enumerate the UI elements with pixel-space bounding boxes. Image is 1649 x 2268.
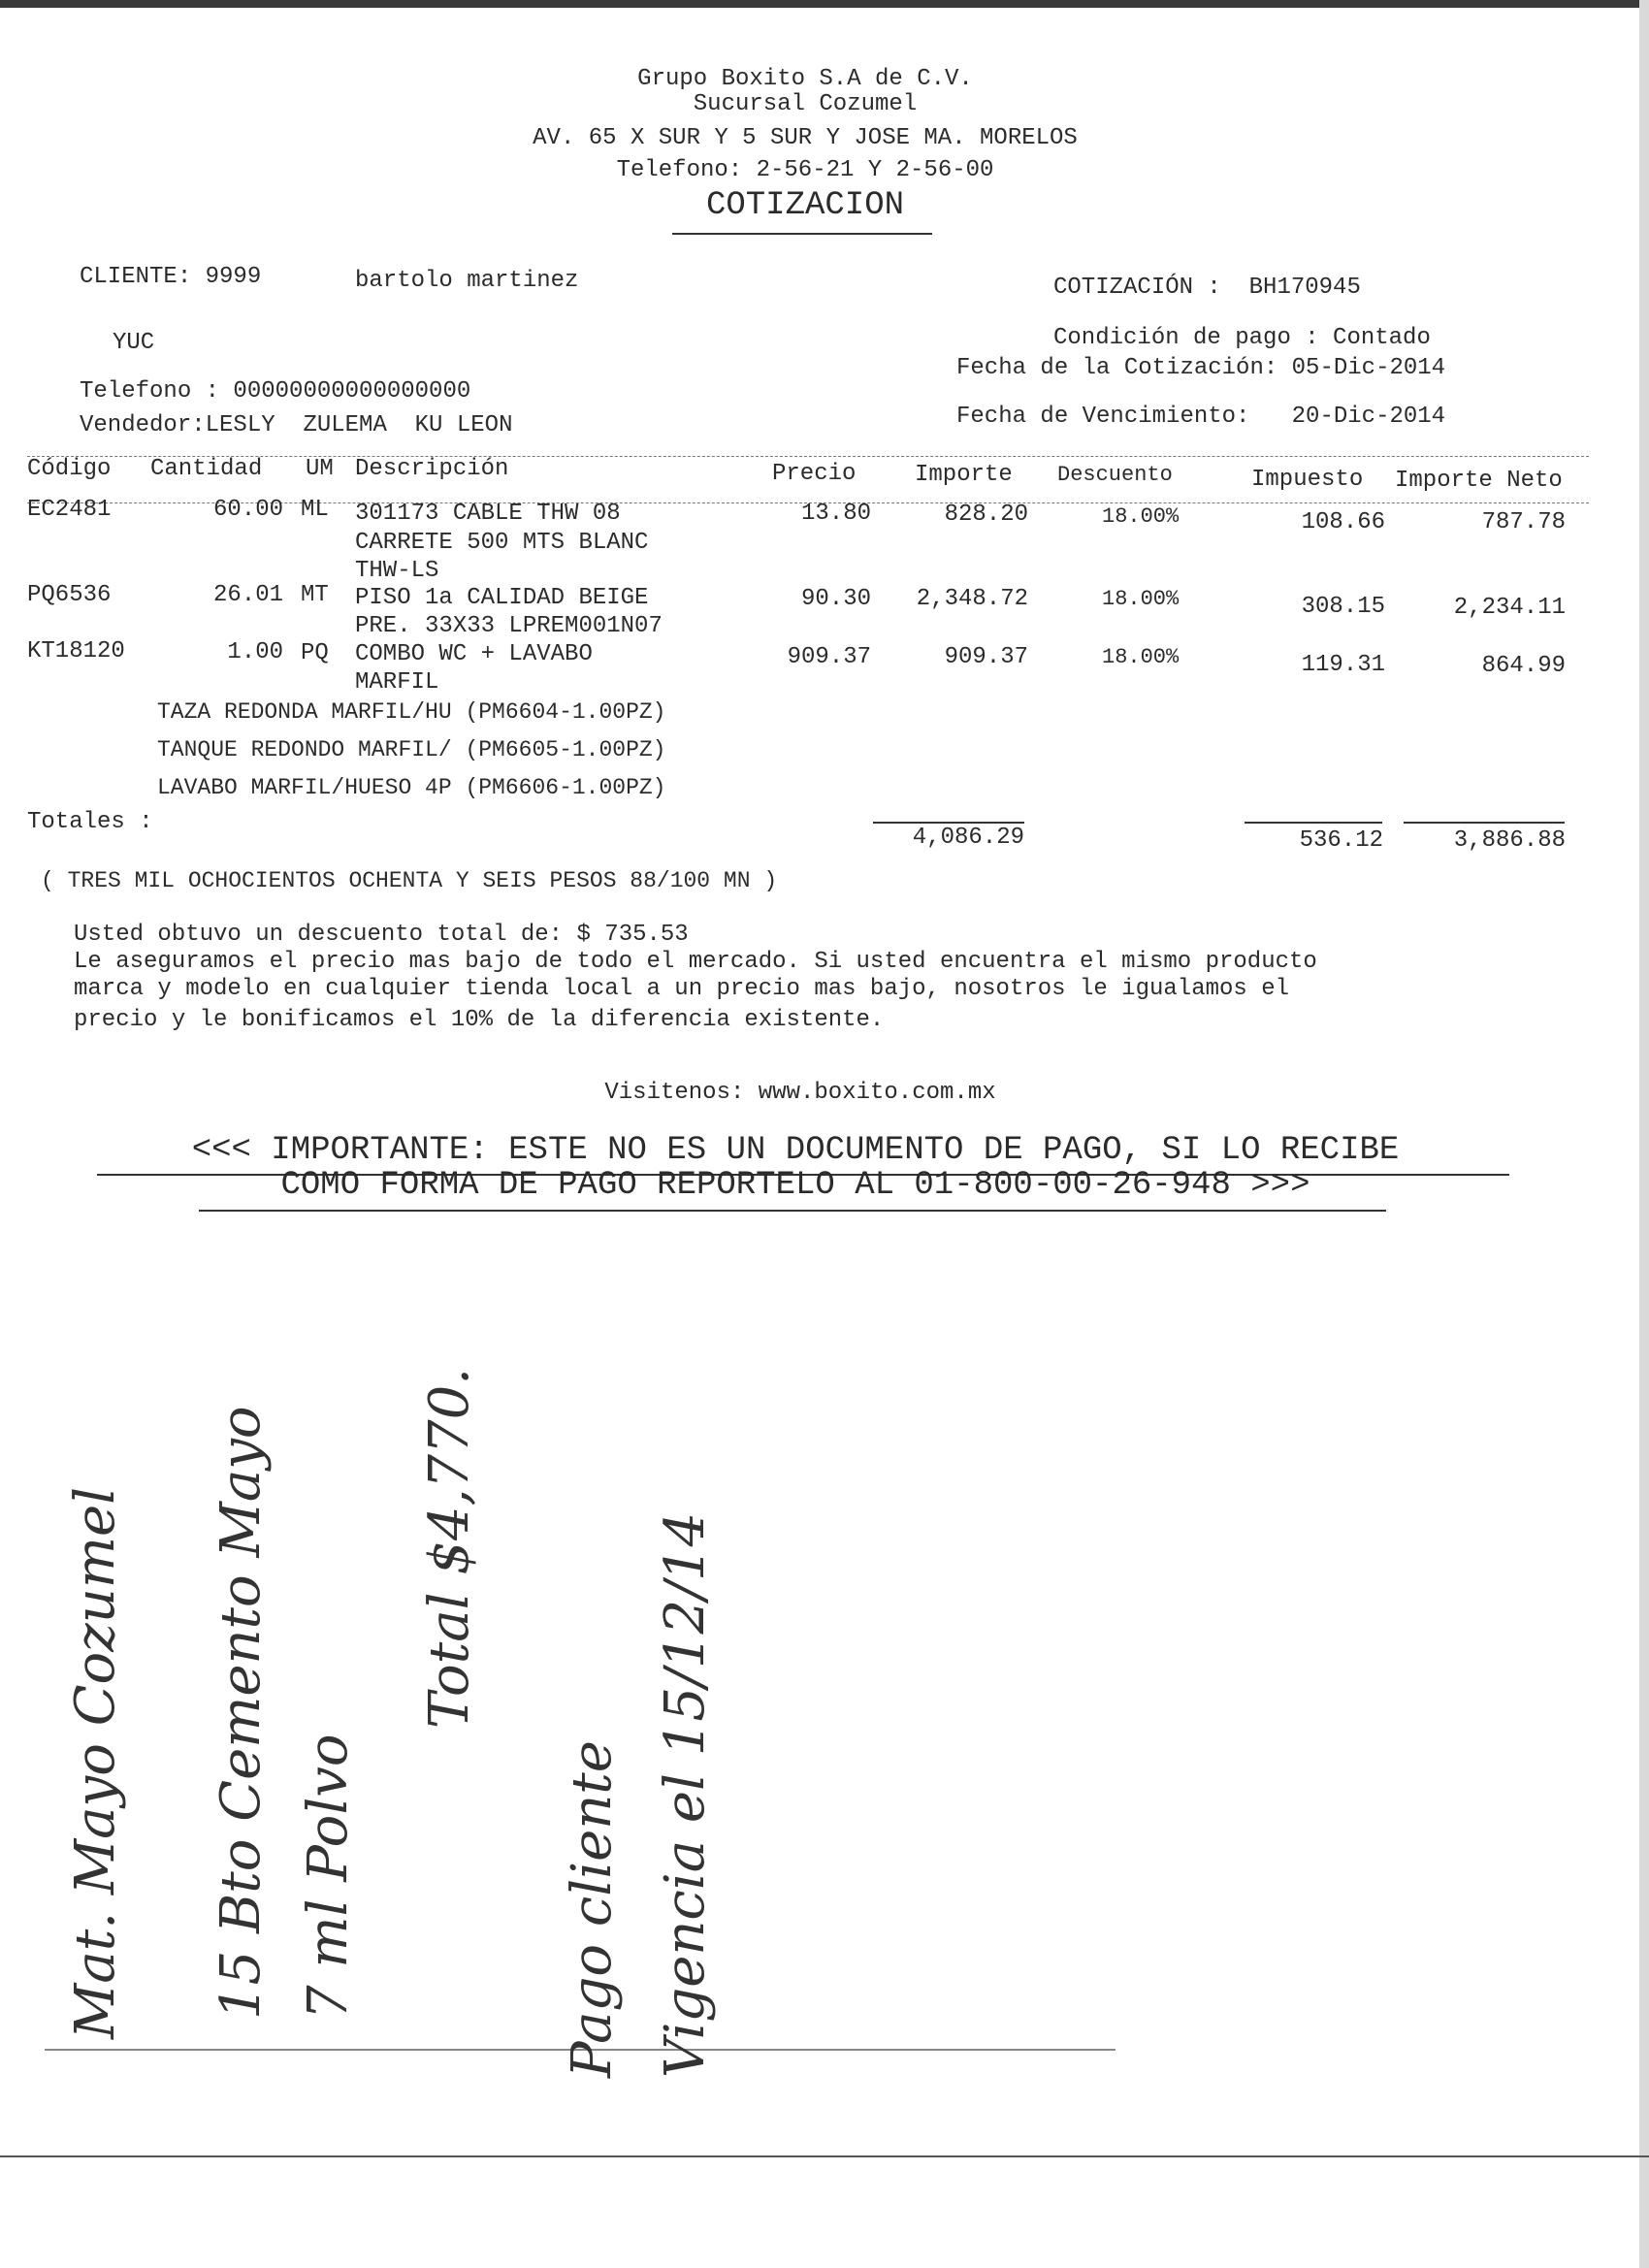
row-net: 787.78 [1481, 509, 1566, 535]
row-price: 909.37 [787, 644, 871, 670]
client-state: YUC [113, 330, 155, 356]
total-tax: 536.12 [1299, 827, 1383, 854]
total-amount: 4,086.29 [912, 825, 1024, 851]
amount-in-words: ( TRES MIL OCHOCIENTOS OCHENTA Y SEIS PESOS 88/100 MN ) [41, 868, 778, 893]
row-desc-line1: COMBO WC + LAVABO [355, 641, 593, 667]
row-desc-line2: MARFIL [355, 669, 439, 696]
company-name: Grupo Boxito S.A de C.V. [637, 66, 973, 92]
document-title: COTIZACION [705, 187, 905, 224]
col-tax-header: Impuesto [1251, 467, 1364, 493]
row-qty: 1.00 [227, 639, 283, 665]
row-tax: 108.66 [1301, 509, 1385, 535]
important-notice-line2: COMO FORMA DE PAGO REPORTELO AL 01-800-00-26-948 >>> [280, 1167, 1310, 1204]
row-desc-line2: CARRETE 500 MTS BLANC [355, 530, 649, 556]
row-code: KT18120 [27, 638, 125, 664]
quote-due-date: Fecha de Vencimiento: 20-Dic-2014 [956, 404, 1446, 430]
col-price-header: Precio [772, 461, 857, 487]
price-guarantee-line: marca y modelo en cualquier tienda local a un precio mas bajo, nosotros le igualamos el [74, 976, 1290, 1002]
row-tax: 308.15 [1301, 594, 1385, 620]
row-discount: 18.00% [1102, 504, 1180, 529]
total-tax-rule [1245, 822, 1382, 824]
handwritten-line: 15 Bto Cemento Mayo [210, 1406, 273, 2020]
row-amount: 2,348.72 [916, 586, 1028, 612]
component-line: TANQUE REDONDO MARFIL/ (PM6605-1.00PZ) [157, 737, 666, 762]
scan-top-edge [0, 0, 1649, 8]
price-guarantee-line: precio y le bonificamos el 10% de la diferencia existente. [74, 1007, 885, 1033]
scan-right-edge [1639, 0, 1649, 2268]
col-desc-header: Descripción [355, 456, 509, 482]
col-um-header: UM [306, 456, 334, 482]
client-name: bartolo martinez [355, 268, 579, 294]
discount-note: Usted obtuvo un descuento total de: $ 735.53 [74, 922, 689, 948]
company-address: AV. 65 X SUR Y 5 SUR Y JOSE MA. MORELOS [533, 125, 1078, 151]
col-net-header: Importe Neto [1395, 468, 1563, 494]
row-price: 90.30 [800, 586, 871, 612]
handwritten-note-slip [45, 1224, 1116, 2078]
row-price: 13.80 [800, 501, 871, 527]
row-qty: 26.01 [212, 582, 283, 608]
row-discount: 18.00% [1102, 645, 1180, 669]
quote-date: Fecha de la Cotización: 05-Dic-2014 [956, 355, 1446, 381]
row-desc-line2: PRE. 33X33 LPREM001N07 [355, 613, 663, 639]
row-desc-line1: 301173 CABLE THW 08 [355, 501, 621, 527]
component-line: TAZA REDONDA MARFIL/HU (PM6604-1.00PZ) [157, 699, 666, 725]
row-desc-line1: PISO 1a CALIDAD BEIGE [355, 585, 649, 611]
row-amount: 909.37 [944, 644, 1028, 670]
total-amount-rule [873, 822, 1024, 824]
row-code: EC2481 [27, 497, 112, 523]
row-net: 864.99 [1481, 653, 1566, 679]
handwritten-line: Mat. Mayo Cozumel [64, 1487, 127, 2039]
handwritten-line: 7 ml Polvo [297, 1733, 360, 2020]
handwritten-line: Total $4,770. [418, 1367, 481, 1729]
row-um: ML [301, 497, 329, 523]
important-underline2 [199, 1210, 1386, 1212]
payment-condition: Condición de pago : Contado [1053, 325, 1431, 351]
row-tax: 119.31 [1301, 652, 1385, 678]
handwritten-line: Pago cliente [561, 1740, 624, 2078]
scan-bottom-edge [0, 2155, 1649, 2157]
col-qty-header: Cantidad [150, 456, 263, 482]
col-code-header: Código [27, 456, 112, 482]
row-net: 2,234.11 [1453, 595, 1566, 621]
col-discount-header: Descuento [1057, 463, 1173, 487]
client-id: CLIENTE: 9999 [80, 264, 262, 290]
row-um: MT [301, 582, 329, 608]
handwritten-line: Vigencia el 15/12/14 [654, 1511, 717, 2078]
row-amount: 828.20 [944, 502, 1028, 528]
website-line: Visitenos: www.boxito.com.mx [604, 1080, 996, 1106]
total-net: 3,886.88 [1453, 827, 1566, 854]
row-discount: 18.00% [1102, 587, 1180, 611]
company-phone: Telefono: 2-56-21 Y 2-56-00 [616, 157, 994, 183]
branch-name: Sucursal Cozumel [693, 91, 918, 117]
important-notice-line1: <<< IMPORTANTE: ESTE NO ES UN DOCUMENTO DE PAGO, SI LO RECIBE [191, 1132, 1400, 1169]
quote-number: COTIZACIÓN : BH170945 [1053, 275, 1361, 301]
client-phone: Telefono : 00000000000000000 [80, 378, 471, 405]
seller-name: Vendedor:LESLY ZULEMA KU LEON [80, 412, 513, 438]
title-underline [672, 233, 932, 235]
row-desc-line3: THW-LS [355, 558, 439, 584]
row-code: PQ6536 [27, 582, 112, 608]
row-um: PQ [301, 640, 329, 666]
totals-label: Totales : [27, 809, 153, 835]
col-amount-header: Importe [915, 462, 1013, 488]
price-guarantee-line: Le aseguramos el precio mas bajo de todo el mercado. Si usted encuentra el mismo producto [74, 949, 1317, 975]
total-net-rule [1404, 822, 1565, 824]
component-line: LAVABO MARFIL/HUESO 4P (PM6606-1.00PZ) [157, 775, 666, 800]
row-qty: 60.00 [212, 497, 283, 523]
